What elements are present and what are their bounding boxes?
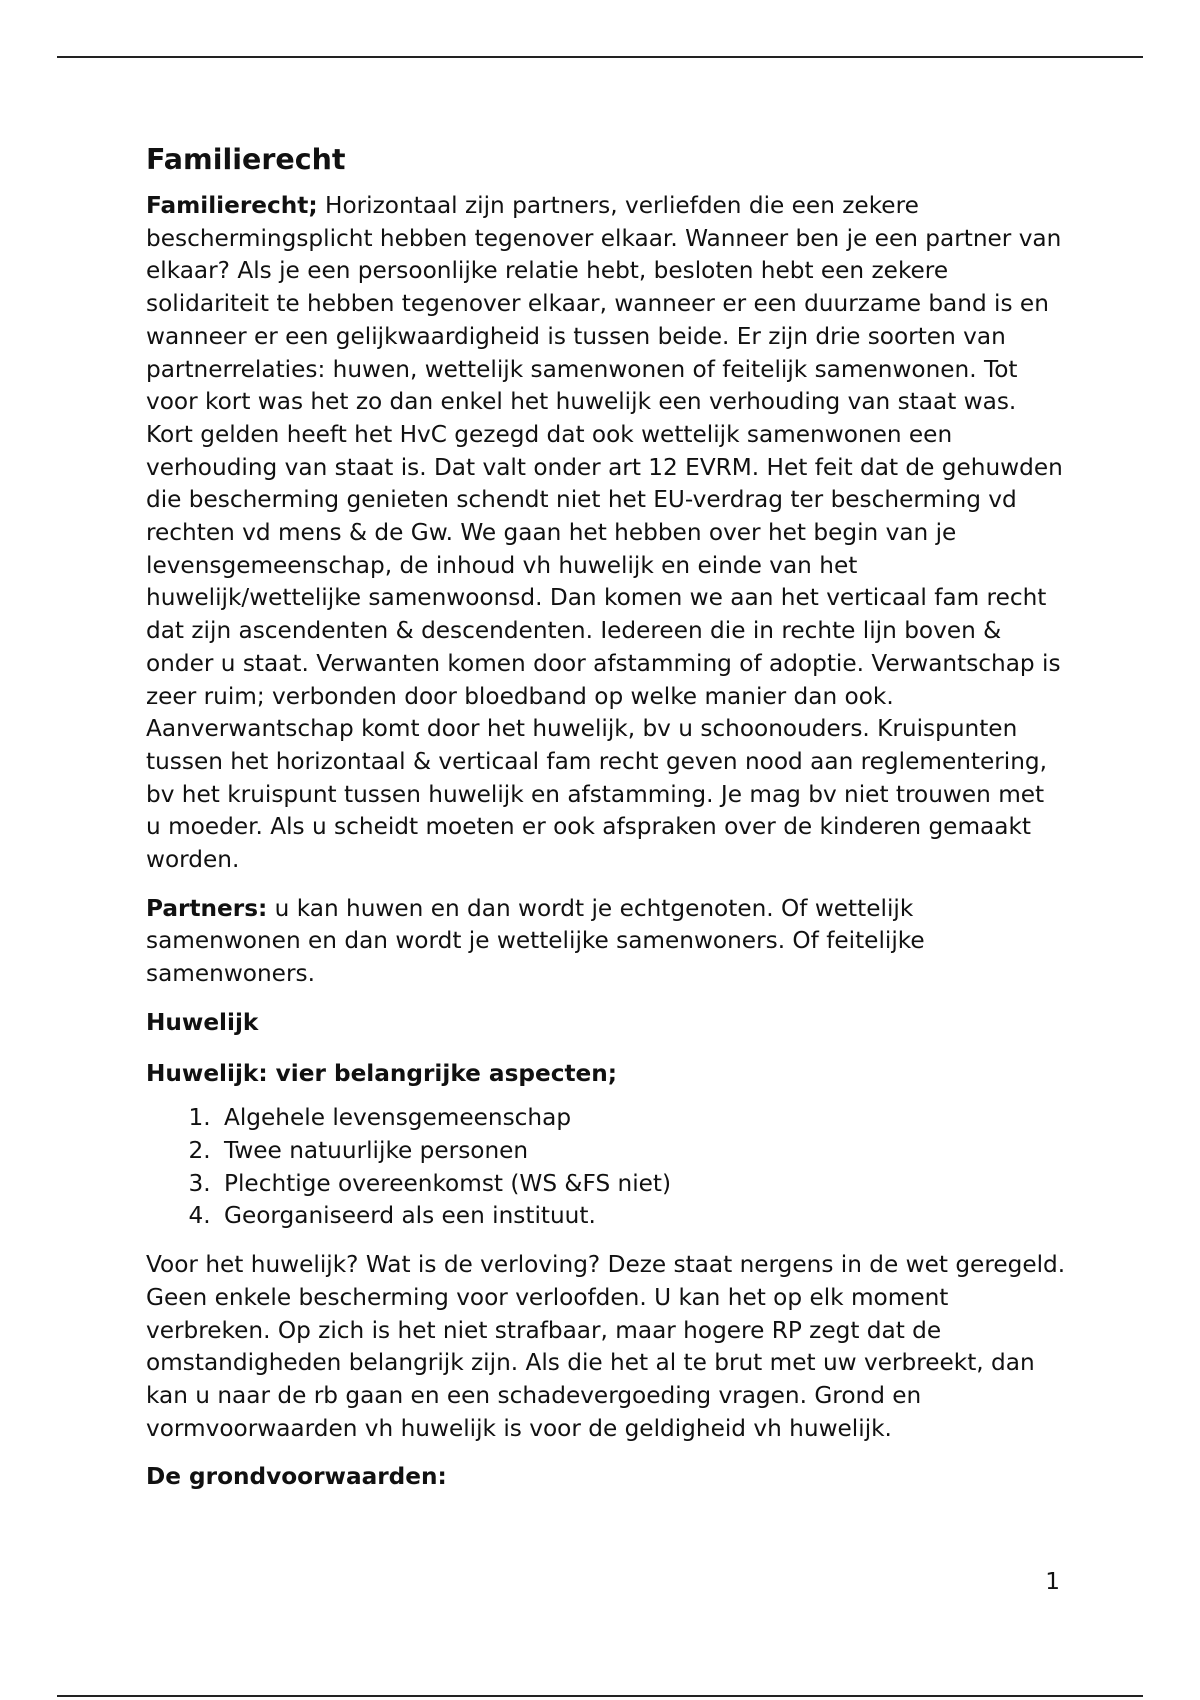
heading-grondvoorwaarden: De grondvoorwaarden: [146,1463,447,1491]
heading-aspecten: Huwelijk: vier belangrijke aspecten; [146,1059,618,1087]
paragraph-text: u kan huwen en dan wordt je echtgenoten. Of wettelijk samenwonen en dan wordt je wettelijke samenwoners. Of feitelijke samenwoners. [146,894,925,988]
list-item: 2. Twee natuurlijke personen [218,1135,1066,1168]
paragraph-text: Voor het huwelijk? Wat is de verloving? Deze staat nergens in de wet geregeld. Geen enkele bescherming voor verloofden. U kan het op elk moment verbreken. Op zich is het niet strafbaar, maar hogere RP zegt dat de omstandigheden belangrijk zijn. Als die het al te brut met uw verbreekt, dan kan u naar de rb gaan en een schadevergoeding vragen. Grond en vormvoorwaarden vh huwelijk is voor de geldigheid vh huwelijk. [146,1251,1066,1442]
footer-rule [57,1695,1143,1697]
document-title: Familierecht [146,143,346,176]
paragraph-verloving [146,1249,1066,1445]
heading-huwelijk: Huwelijk [146,1008,259,1036]
document-body [146,140,1066,1512]
paragraph-familierecht [146,190,1066,877]
paragraph-partners [146,893,1066,991]
paragraph-lead: Familierecht; [146,192,318,219]
aspects-list [146,1102,1066,1233]
list-item: 3. Plechtige overeenkomst (WS &FS niet) [218,1168,1066,1201]
paragraph-lead: Partners: [146,894,268,922]
header-rule [57,56,1143,58]
paragraph-text: Horizontaal zijn partners, verliefden die een zekere beschermingsplicht hebben tegenover elkaar. Wanneer ben je een partner van elkaar? Als je een persoonlijke relatie hebt, besloten hebt een zekere solidariteit te hebben tegenover elkaar, wanneer er een duurzame band is en wanneer er een gelijkwaardigheid is tussen beide. Er zijn drie soorten van partnerrelaties: huwen, wettelijk samenwonen of feitelijk samenwonen. Tot voor kort was het zo dan enkel het huwelijk een verhouding van staat was. Kort gelden heeft het HvC gezegd dat ook wettelijk samenwonen een verhouding van staat is. Dat valt onder art 12 EVRM. Het feit dat de gehuwden die bescherming genieten schendt niet het EU-verdrag ter bescherming vd rechten vd mens & de Gw. We gaan het hebben over het begin van je levensgemeenschap, de inhoud vh huwelijk en einde van het huwelijk/wettelijke samenwoonsd. Dan komen we aan het verticaal fam recht dat zijn ascendenten & descendenten. Iedereen die in rechte lijn boven & onder u staat. Verwanten komen door afstamming of adoptie. Verwantschap is zeer ruim; verbonden door bloedband op welke manier dan ook. Aanverwantschap komt door het huwelijk, bv u schoonouders. Kruispunten tussen het horizontaal & verticaal fam recht geven nood aan reglementering, bv het kruispunt tussen huwelijk en afstamming. Je mag bv niet trouwen met u moeder. Als u scheidt moeten er ook afspraken over de kinderen gemaakt worden. [146,192,1063,874]
list-item: 4. Georganiseerd als een instituut. [218,1200,1066,1233]
list-item: 1. Algehele levensgemeenschap [218,1102,1066,1135]
page-number: 1 [1045,1568,1060,1595]
